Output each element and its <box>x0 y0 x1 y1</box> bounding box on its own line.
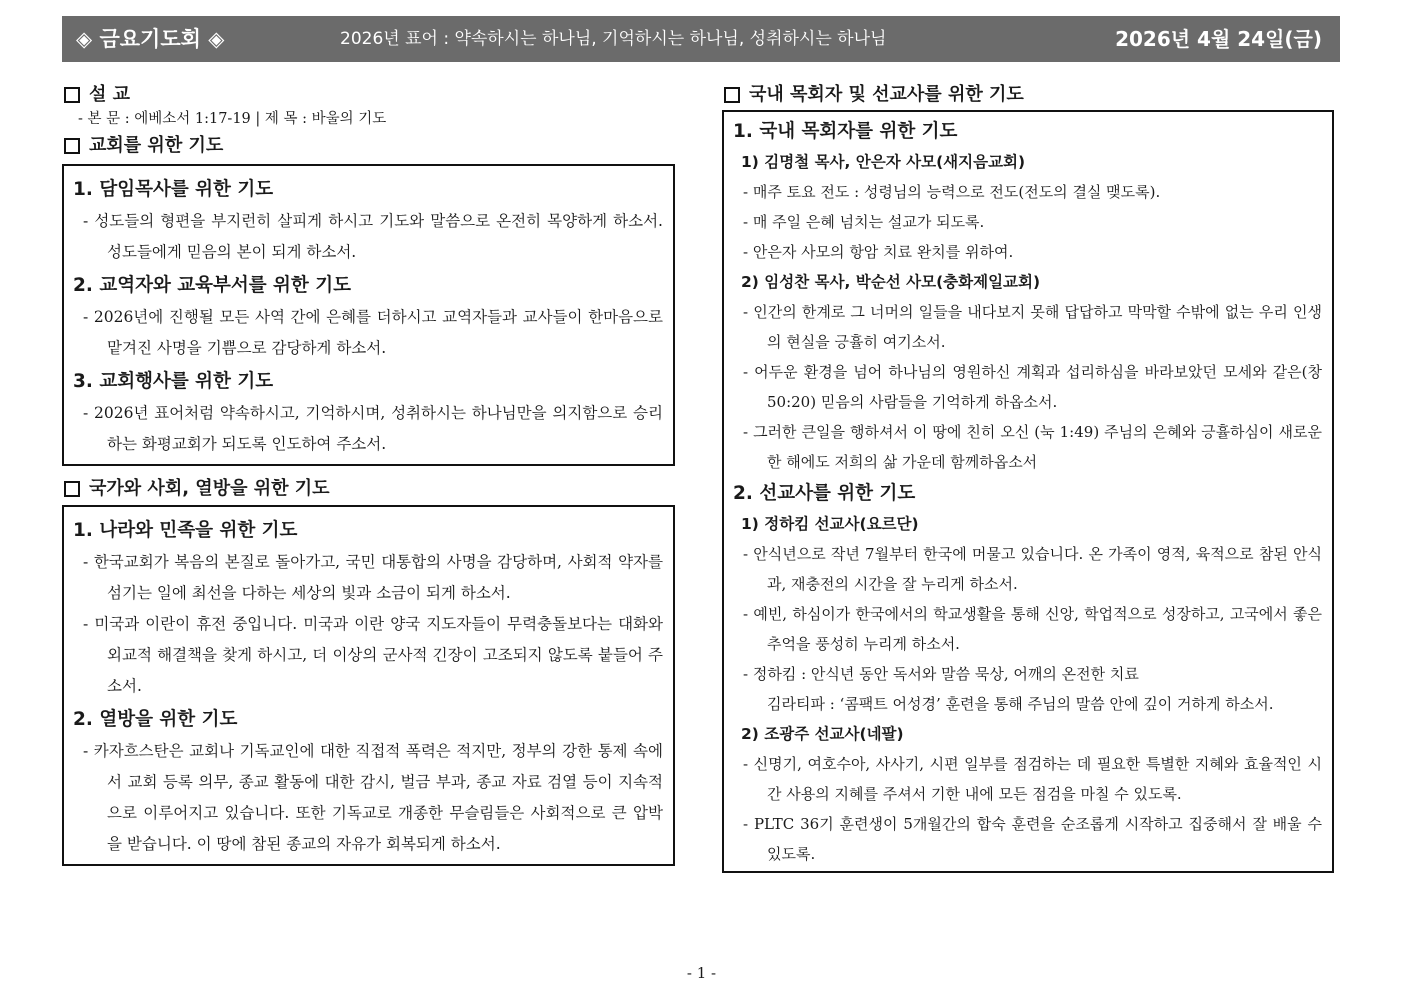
prayer-bullet: - 매 주일 은혜 넘치는 설교가 되도록. <box>733 207 1322 237</box>
checkbox-icon <box>64 138 80 154</box>
person-name: 2) 조광주 선교사(네팔) <box>741 725 904 743</box>
prayer-item-title: 2. 열방을 위한 기도 <box>73 709 238 730</box>
prayer-bullet: - 카자흐스탄은 교회나 기독교인에 대한 직접적 폭력은 적지만, 정부의 강한 통제 속에서 교회 등록 의무, 종교 활동에 대한 감시, 벌금 부과, 종교 자료 검열 등이 지속적으로 이루어지고 있습니다. 또한 기독교로 개종한 무슬림들은 사회적으로 큰 압박을 받습니다. 이 땅에 참된 종교의 자유가 회복되게 하소서. <box>73 736 663 860</box>
person-name: 1) 김명철 목사, 안은자 사모(새지음교회) <box>741 153 1026 171</box>
prayer-bullet: - 그러한 큰일을 행하셔서 이 땅에 친히 오신 (눅 1:49) 주님의 은혜와 긍휼하심이 새로운 한 해에도 저희의 삶 가운데 함께하옵소서 <box>733 417 1322 477</box>
header-theme: 2026년 표어 : 약속하시는 하나님, 기억하시는 하나님, 성취하시는 하나님 <box>340 29 887 49</box>
right-column <box>722 82 1334 873</box>
prayer-bullet: - 안식년으로 작년 7월부터 한국에 머물고 있습니다. 온 가족이 영적, 육적으로 참된 안식과, 재충전의 시간을 잘 누리게 하소서. <box>733 539 1322 599</box>
prayer-bullet: - 예빈, 하심이가 한국에서의 학교생활을 통해 신앙, 학업적으로 성장하고, 고국에서 좋은 추억을 풍성히 누리게 하소서. <box>733 599 1322 659</box>
prayer-bullet: - 어두운 환경을 넘어 하나님의 영원하신 계획과 섭리하심을 바라보았던 모세와 같은(창50:20) 믿음의 사람들을 기억하게 하옵소서. <box>733 357 1322 417</box>
prayer-bullet: - 인간의 한계로 그 너머의 일들을 내다보지 못해 답답하고 막막할 수밖에 없는 우리 인생의 현실을 긍휼히 여기소서. <box>733 297 1322 357</box>
bullet-line-2: 김라티파 : ‘콤팩트 어성경’ 훈련을 통해 주님의 말씀 안에 깊이 거하게 하소서. <box>767 695 1274 713</box>
missions-heading: 국내 목회자 및 선교사를 위한 기도 <box>722 82 1334 108</box>
prayer-bullet: - 2026년에 진행될 모든 사역 간에 은혜를 더하시고 교역자들과 교사들이 한마음으로 맡겨진 사명을 기쁨으로 감당하게 하소서. <box>73 302 663 364</box>
prayer-bullet: - 한국교회가 복음의 본질로 돌아가고, 국민 대통합의 사명을 감당하며, 사회적 약자를 섬기는 일에 최선을 다하는 세상의 빛과 소금이 되게 하소서. <box>73 547 663 609</box>
prayer-item-title: 3. 교회행사를 위한 기도 <box>73 371 274 392</box>
prayer-bullet: - 2026년 표어처럼 약속하시고, 기억하시며, 성취하시는 하나님만을 의지함으로 승리하는 화평교회가 되도록 인도하여 주소서. <box>73 398 663 460</box>
prayer-item-title: 2. 교역자와 교육부서를 위한 기도 <box>73 275 351 296</box>
church-heading: 교회를 위한 기도 <box>62 133 675 159</box>
person-name: 2) 임성찬 목사, 박순선 사모(충화제일교회) <box>741 273 1041 291</box>
prayer-item-title: 1. 담임목사를 위한 기도 <box>73 179 274 200</box>
prayer-bullet: - 미국과 이란이 휴전 중입니다. 미국과 이란 양국 지도자들이 무력충돌보다는 대화와 외교적 해결책을 찾게 하시고, 더 이상의 군사적 긴장이 고조되지 않도록 붙들어 주소서. <box>73 609 663 702</box>
nation-prayer-box <box>62 505 675 866</box>
missions-prayer-box <box>722 110 1334 873</box>
prayer-bullet: - PLTC 36기 훈련생이 5개월간의 합숙 훈련을 순조롭게 시작하고 집중해서 잘 배울 수 있도록. <box>733 809 1322 869</box>
church-prayer-box <box>62 164 675 466</box>
nation-heading: 국가와 사회, 열방을 위한 기도 <box>62 476 675 502</box>
prayer-bullet: - 매주 토요 전도 : 성령님의 능력으로 전도(전도의 결실 맺도록). <box>733 177 1322 207</box>
page-number: - 1 - <box>686 964 717 982</box>
prayer-bullet <box>733 659 1322 719</box>
person-name: 1) 정하킴 선교사(요르단) <box>741 515 919 533</box>
prayer-item-title: 1. 나라와 민족을 위한 기도 <box>73 520 298 541</box>
checkbox-icon <box>64 87 80 103</box>
prayer-section-title: 2. 선교사를 위한 기도 <box>733 483 916 504</box>
checkbox-icon <box>724 87 740 103</box>
prayer-bullet: - 안은자 사모의 항암 치료 완치를 위하여. <box>733 237 1322 267</box>
prayer-bullet: - 신명기, 여호수아, 사사기, 시편 일부를 점검하는 데 필요한 특별한 지혜와 효율적인 시간 사용의 지혜를 주셔서 기한 내에 모든 점검을 마칠 수 있도록. <box>733 749 1322 809</box>
left-column <box>62 82 675 866</box>
prayer-section-title: 1. 국내 목회자를 위한 기도 <box>733 121 958 142</box>
header-bar <box>62 16 1340 62</box>
checkbox-icon <box>64 481 80 497</box>
sermon-heading: 설 교 <box>62 82 675 108</box>
header-title: ◈ 금요기도회 ◈ <box>76 27 225 51</box>
bullet-line-1: 정하킴 : 안식년 동안 독서와 말씀 묵상, 어깨의 온전한 치료 <box>752 665 1139 683</box>
sermon-info: - 본 문 : 에베소서 1:17-19 | 제 목 : 바울의 기도 <box>78 111 387 127</box>
header-date: 2026년 4월 24일(금) <box>1115 27 1322 51</box>
prayer-bullet: - 성도들의 형편을 부지런히 살피게 하시고 기도와 말씀으로 온전히 목양하게 하소서. 성도들에게 믿음의 본이 되게 하소서. <box>73 206 663 268</box>
